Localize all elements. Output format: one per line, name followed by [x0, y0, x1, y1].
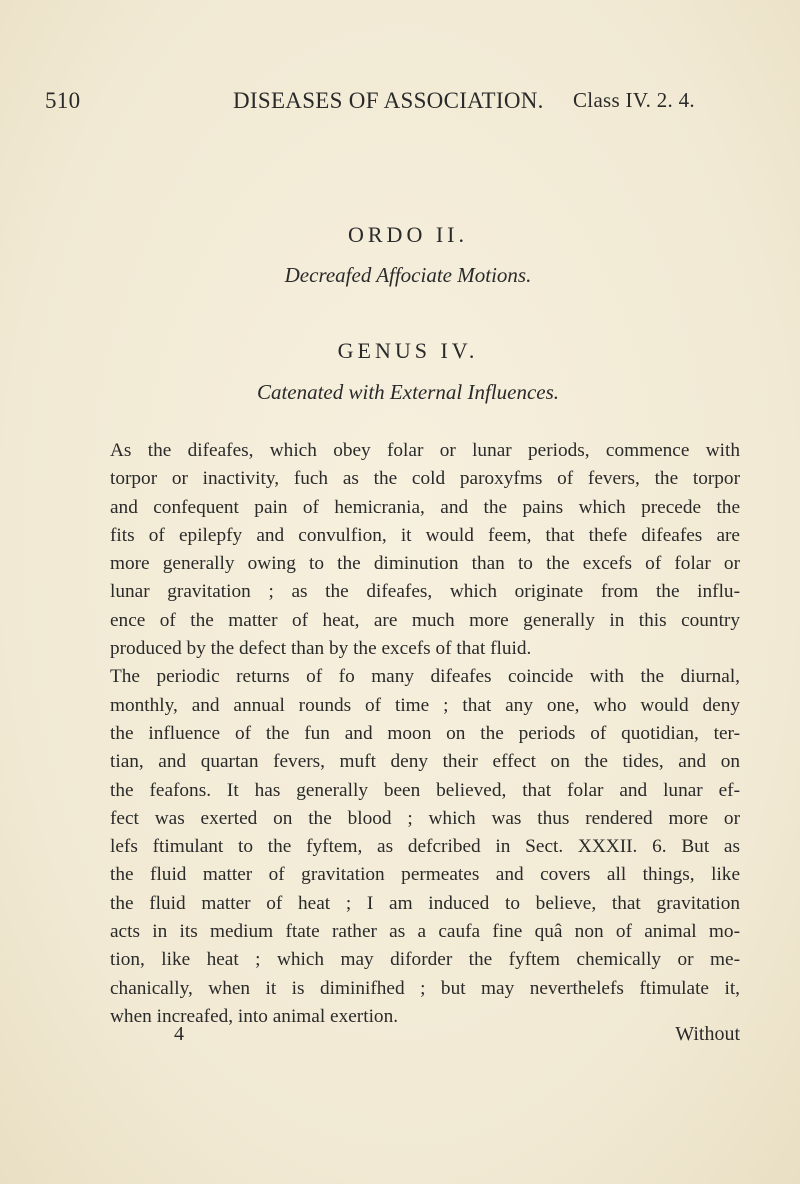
text-line: and confequent pain of hemicrania, and the pains which precede the: [110, 496, 740, 518]
text-line: the fluid matter of heat ; I am induced to believe, that gravitation: [110, 892, 740, 914]
text-line: more generally owing to the diminution than to the excefs of folar or: [110, 553, 740, 575]
text-line: the fluid matter of gravitation permeates and covers all things, like: [110, 864, 740, 886]
text-line: tion, like heat ; which may diforder the fyftem chemically or me-: [110, 949, 740, 971]
text-line: produced by the defect than by the excefs of that fluid.: [110, 638, 532, 660]
text-line: chanically, when it is diminifhed ; but may neverthelefs ftimulate it,: [110, 977, 740, 999]
running-head: [45, 88, 765, 124]
text-line: torpor or inactivity, fuch as the cold paroxyfms of fevers, the torpor: [110, 468, 740, 490]
genus-subtitle: Catenated with External Influences.: [256, 380, 560, 404]
text-line: when increafed, into animal exertion.: [110, 1005, 399, 1027]
text-line: fect was exerted on the blood ; which was thus rendered more or: [110, 807, 740, 829]
text-line: lunar gravitation ; as the difeafes, which originate from the influ-: [110, 581, 740, 603]
body-text: [110, 437, 740, 1031]
text-line: the feafons. It has generally been believed, that folar and lunar ef-: [110, 779, 740, 801]
text-line: fits of epilepfy and convulfion, it would feem, that thefe difeafes are: [110, 524, 740, 546]
class-reference: Class IV. 2. 4.: [573, 88, 695, 112]
text-line: monthly, and annual rounds of time ; that any one, who would deny: [110, 694, 740, 716]
text-line: the influence of the fun and moon on the periods of quotidian, ter-: [110, 722, 740, 744]
ordo-heading: ORDO II.: [348, 222, 468, 247]
text-line: tian, and quartan fevers, muft deny their effect on the tides, and on: [110, 751, 740, 773]
text-line: acts in its medium ftate rather as a caufa fine quâ non of animal mo-: [110, 921, 740, 943]
text-line: The periodic returns of fo many difeafes coincide with the diurnal,: [110, 666, 740, 688]
text-line: lefs ftimulant to the fyftem, as defcribed in Sect. XXXII. 6. But as: [110, 836, 740, 858]
catchline: [110, 1023, 740, 1053]
page-number: 510: [45, 88, 81, 113]
genus-heading: GENUS IV.: [337, 338, 479, 363]
text-line: As the difeafes, which obey folar or lunar periods, commence with: [110, 440, 740, 461]
running-title: DISEASES OF ASSOCIATION.: [233, 88, 544, 113]
catchword: Without: [675, 1023, 740, 1045]
ordo-subtitle: Decreafed Affociate Motions.: [284, 263, 532, 287]
text-line: ence of the matter of heat, are much more generally in this country: [110, 609, 740, 631]
signature-mark: 4: [174, 1023, 184, 1045]
